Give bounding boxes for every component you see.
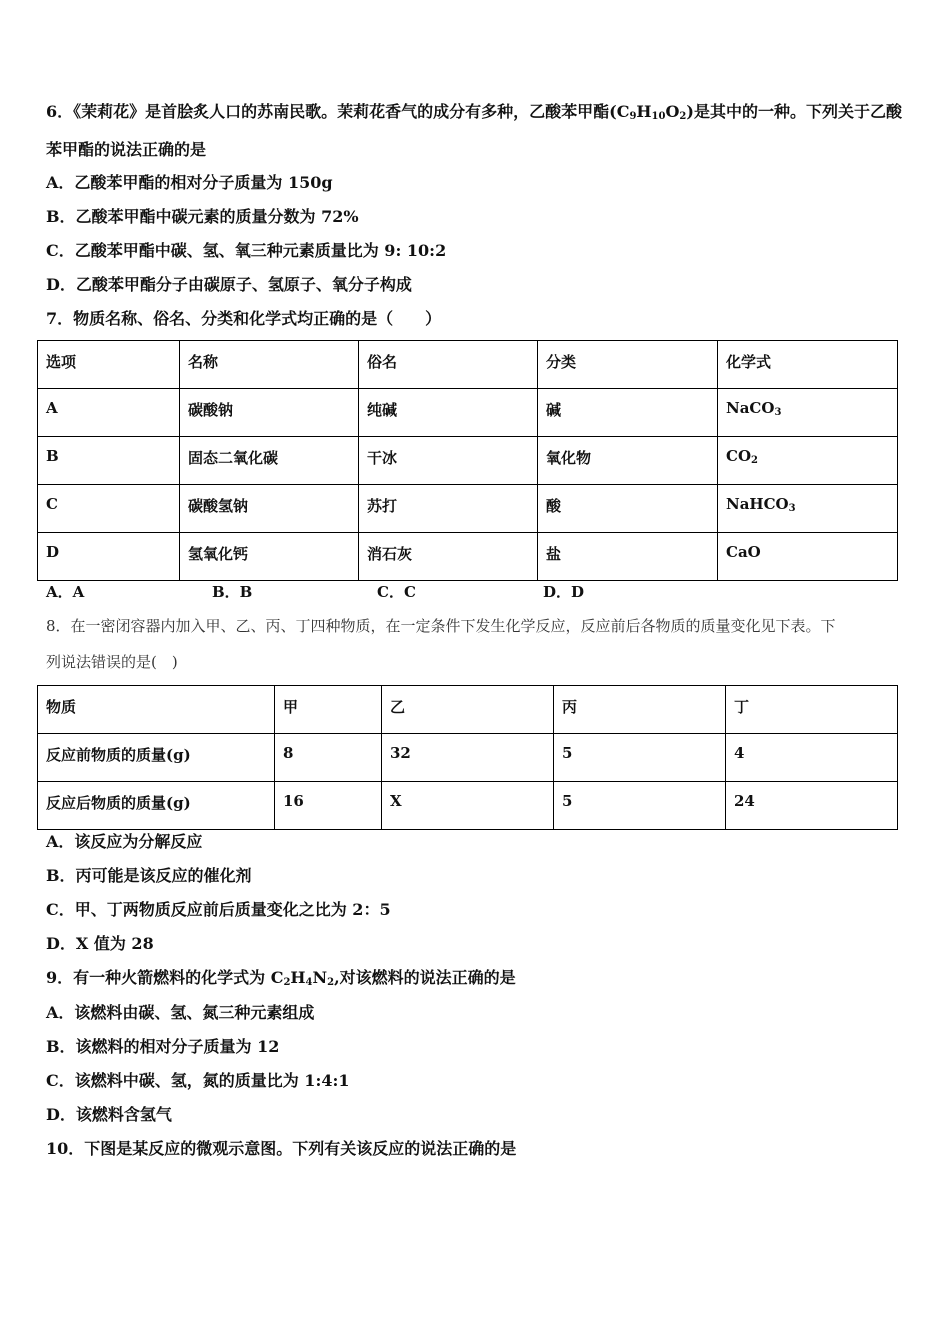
q9-stem-text-b: ,对该燃料的说法正确的是 bbox=[334, 968, 516, 987]
q8-header-cell: 甲 bbox=[275, 686, 382, 734]
q7-formula-cell bbox=[718, 437, 898, 485]
q7-formula-cell bbox=[718, 485, 898, 533]
q8-option-b: B．丙可能是该反应的催化剂 bbox=[46, 866, 252, 885]
q7-cell: C bbox=[38, 485, 180, 533]
formula-subscript: 3 bbox=[774, 407, 782, 418]
q7-cell: 苏打 bbox=[359, 485, 538, 533]
q8-cell: 4 bbox=[726, 734, 898, 782]
q7-header-cell: 化学式 bbox=[718, 341, 898, 389]
q7-table-row bbox=[38, 437, 898, 485]
formula-text: NaCO bbox=[726, 399, 775, 417]
q6-stem-text-b: )是其中的一种。下列关于乙酸 bbox=[686, 102, 902, 121]
q7-cell: 碳酸钠 bbox=[180, 389, 359, 437]
q7-cell: 碱 bbox=[538, 389, 718, 437]
q7-header-cell: 选项 bbox=[38, 341, 180, 389]
q8-table-row bbox=[38, 782, 898, 830]
q8-cell: 8 bbox=[275, 734, 382, 782]
q7-header-cell: 分类 bbox=[538, 341, 718, 389]
q8-cell: 32 bbox=[382, 734, 554, 782]
q8-header-cell: 丁 bbox=[726, 686, 898, 734]
q9-stem-n: N bbox=[312, 968, 328, 987]
q7-header-cell: 名称 bbox=[180, 341, 359, 389]
q7-header-row bbox=[38, 341, 898, 389]
q8-option-d: D．X 值为 28 bbox=[46, 934, 154, 953]
q7-cell: B bbox=[38, 437, 180, 485]
q6-option-c: C．乙酸苯甲酯中碳、氢、氧三种元素质量比为 9: 10:2 bbox=[46, 241, 447, 260]
q6-option-a: A．乙酸苯甲酯的相对分子质量为 150g bbox=[46, 173, 333, 192]
q6-option-d: D．乙酸苯甲酯分子由碳原子、氢原子、氧分子构成 bbox=[46, 275, 412, 294]
q6-stem-line2: 苯甲酯的说法正确的是 bbox=[46, 140, 207, 159]
q6-subscript: 9 bbox=[629, 111, 637, 122]
q9-subscript: 2 bbox=[327, 977, 335, 988]
q7-cell: 消石灰 bbox=[359, 533, 538, 581]
q8-cell: 反应前物质的质量(g) bbox=[38, 734, 275, 782]
q6-stem-text-a: 6．《茉莉花》是首脍炙人口的苏南民歌。茉莉花香气的成分有多种，乙酸苯甲酯(C bbox=[46, 102, 630, 121]
q8-cell: 16 bbox=[275, 782, 382, 830]
q7-cell: 纯碱 bbox=[359, 389, 538, 437]
q8-cell: 反应后物质的质量(g) bbox=[38, 782, 275, 830]
q7-cell: 干冰 bbox=[359, 437, 538, 485]
formula-text: CO bbox=[726, 447, 752, 465]
formula-text: NaHCO bbox=[726, 495, 789, 513]
q6-subscript: 2 bbox=[679, 111, 687, 122]
q8-header-cell: 物质 bbox=[38, 686, 275, 734]
q8-cell: X bbox=[382, 782, 554, 830]
q7-cell: A bbox=[38, 389, 180, 437]
q9-stem bbox=[46, 967, 516, 994]
q8-cell: 5 bbox=[554, 782, 726, 830]
q7-option-c: C．C bbox=[377, 583, 416, 601]
q7-stem: 7．物质名称、俗名、分类和化学式均正确的是（ ） bbox=[46, 309, 442, 328]
q7-option-a: A．A bbox=[46, 583, 85, 601]
q10-stem: 10．下图是某反应的微观示意图。下列有关该反应的说法正确的是 bbox=[46, 1139, 517, 1158]
q7-cell: 酸 bbox=[538, 485, 718, 533]
q7-table-row bbox=[38, 533, 898, 581]
q9-option-b: B．该燃料的相对分子质量为 12 bbox=[46, 1037, 280, 1056]
formula-text: CaO bbox=[726, 543, 761, 561]
q7-formula-cell bbox=[718, 533, 898, 581]
q7-cell: 氢氧化钙 bbox=[180, 533, 359, 581]
q7-header-cell: 俗名 bbox=[359, 341, 538, 389]
q8-table-row bbox=[38, 734, 898, 782]
formula-subscript: 3 bbox=[788, 503, 796, 514]
formula-subscript: 2 bbox=[751, 455, 758, 466]
q7-table-row bbox=[38, 389, 898, 437]
q7-cell: 固态二氧化碳 bbox=[180, 437, 359, 485]
q8-option-c: C．甲、丁两物质反应前后质量变化之比为 2：5 bbox=[46, 900, 391, 919]
q8-cell: 5 bbox=[554, 734, 726, 782]
q6-stem-h: H bbox=[636, 102, 652, 121]
q8-stem-line1: 8．在一密闭容器内加入甲、乙、丙、丁四种物质，在一定条件下发生化学反应，反应前后各物质的质量变化见下表。下 bbox=[46, 617, 836, 635]
q7-cell: 碳酸氢钠 bbox=[180, 485, 359, 533]
q7-option-d: D．D bbox=[543, 583, 585, 601]
q7-table-row bbox=[38, 485, 898, 533]
q8-stem-line2: 列说法错误的是( ) bbox=[46, 653, 178, 671]
q7-option-b: B．B bbox=[212, 583, 253, 601]
q8-cell: 24 bbox=[726, 782, 898, 830]
q8-header-row bbox=[38, 686, 898, 734]
q6-option-b: B．乙酸苯甲酯中碳元素的质量分数为 72% bbox=[46, 207, 359, 226]
q7-cell: 盐 bbox=[538, 533, 718, 581]
q8-option-a: A．该反应为分解反应 bbox=[46, 832, 203, 851]
q7-formula-cell bbox=[718, 389, 898, 437]
q6-subscript: 10 bbox=[651, 111, 666, 122]
q9-stem-h: H bbox=[290, 968, 306, 987]
q7-options bbox=[46, 581, 746, 603]
q7-cell: 氧化物 bbox=[538, 437, 718, 485]
q6-stem-line1 bbox=[46, 101, 902, 128]
q6-stem-o: O bbox=[665, 102, 680, 121]
q9-option-c: C．该燃料中碳、氢，氮的质量比为 1:4:1 bbox=[46, 1071, 350, 1090]
q7-table bbox=[37, 340, 898, 581]
q8-header-cell: 乙 bbox=[382, 686, 554, 734]
q9-subscript: 4 bbox=[305, 977, 313, 988]
q8-header-cell: 丙 bbox=[554, 686, 726, 734]
q9-subscript: 2 bbox=[283, 977, 291, 988]
q8-table bbox=[37, 685, 898, 830]
q7-cell: D bbox=[38, 533, 180, 581]
q9-option-d: D．该燃料含氢气 bbox=[46, 1105, 172, 1124]
q9-stem-text-a: 9．有一种火箭燃料的化学式为 C bbox=[46, 968, 284, 987]
q9-option-a: A．该燃料由碳、氢、氮三种元素组成 bbox=[46, 1003, 315, 1022]
